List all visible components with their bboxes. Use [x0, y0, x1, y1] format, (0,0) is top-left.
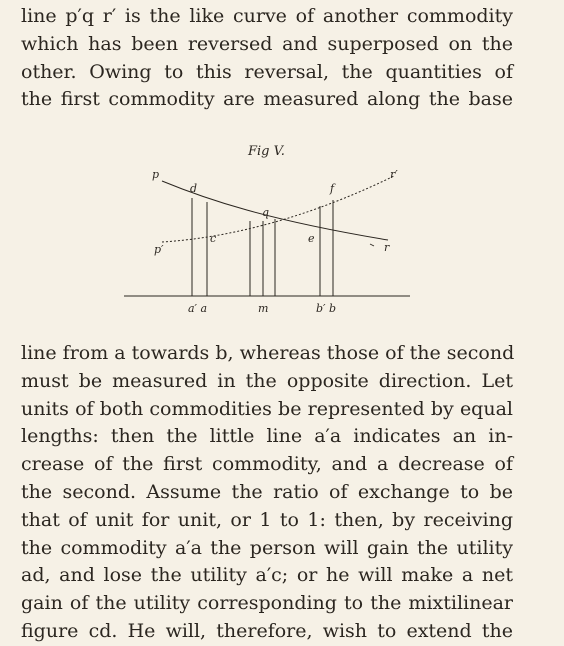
text-line: gain of the utility corresponding to the mixtilinear [21, 592, 513, 615]
label-r-prime: r′ [390, 168, 398, 181]
figure-diagram [118, 138, 418, 318]
text-line: lengths: then the little line a′a indicates an in- [21, 425, 513, 448]
label-c: c [210, 232, 217, 245]
label-q: q [262, 206, 270, 219]
figure-caption: Fig V. [248, 144, 285, 159]
label-f: f [330, 182, 335, 195]
text-line: line p′q r′ is the like curve of another commodity [21, 5, 513, 27]
paragraph-top [21, 3, 513, 114]
text-line: figure cd. He will, therefore, wish to extend the [21, 619, 513, 642]
label-p: p [152, 168, 160, 181]
label-r: r [384, 241, 390, 254]
text-line: the second. Assume the ratio of exchange to be [21, 480, 513, 503]
text-line: ad, and lose the utility a′c; or he will make a net [21, 564, 513, 587]
label-m: m [258, 302, 269, 315]
text-line: other. Owing to this reversal, the quantities of [21, 60, 513, 83]
label-e: e [308, 232, 315, 245]
label-p-prime: p′ [154, 243, 164, 256]
text-line: units of both commodities be represented by equal [21, 397, 513, 420]
text-line: the commodity a′a the person will gain the utility [21, 536, 513, 559]
tick-mark [370, 244, 374, 246]
text-line: the first commodity are measured along the base [21, 88, 513, 111]
text-line: must be measured in the opposite direction. Let [21, 369, 513, 392]
label-b-prime-b: b′ b [316, 302, 337, 315]
label-a-prime-a: a′ a [188, 302, 208, 315]
text-line: which has been reversed and superposed on the [21, 32, 513, 55]
text-line: line from a towards b, whereas those of the second [21, 342, 515, 364]
text-line: crease of the first commodity, and a decrease of [21, 453, 513, 476]
paragraph-bottom [21, 340, 513, 646]
label-d: d [190, 182, 198, 195]
text-line: that of unit for unit, or 1 to 1: then, by receiving [21, 508, 513, 531]
figure-v [118, 138, 418, 318]
